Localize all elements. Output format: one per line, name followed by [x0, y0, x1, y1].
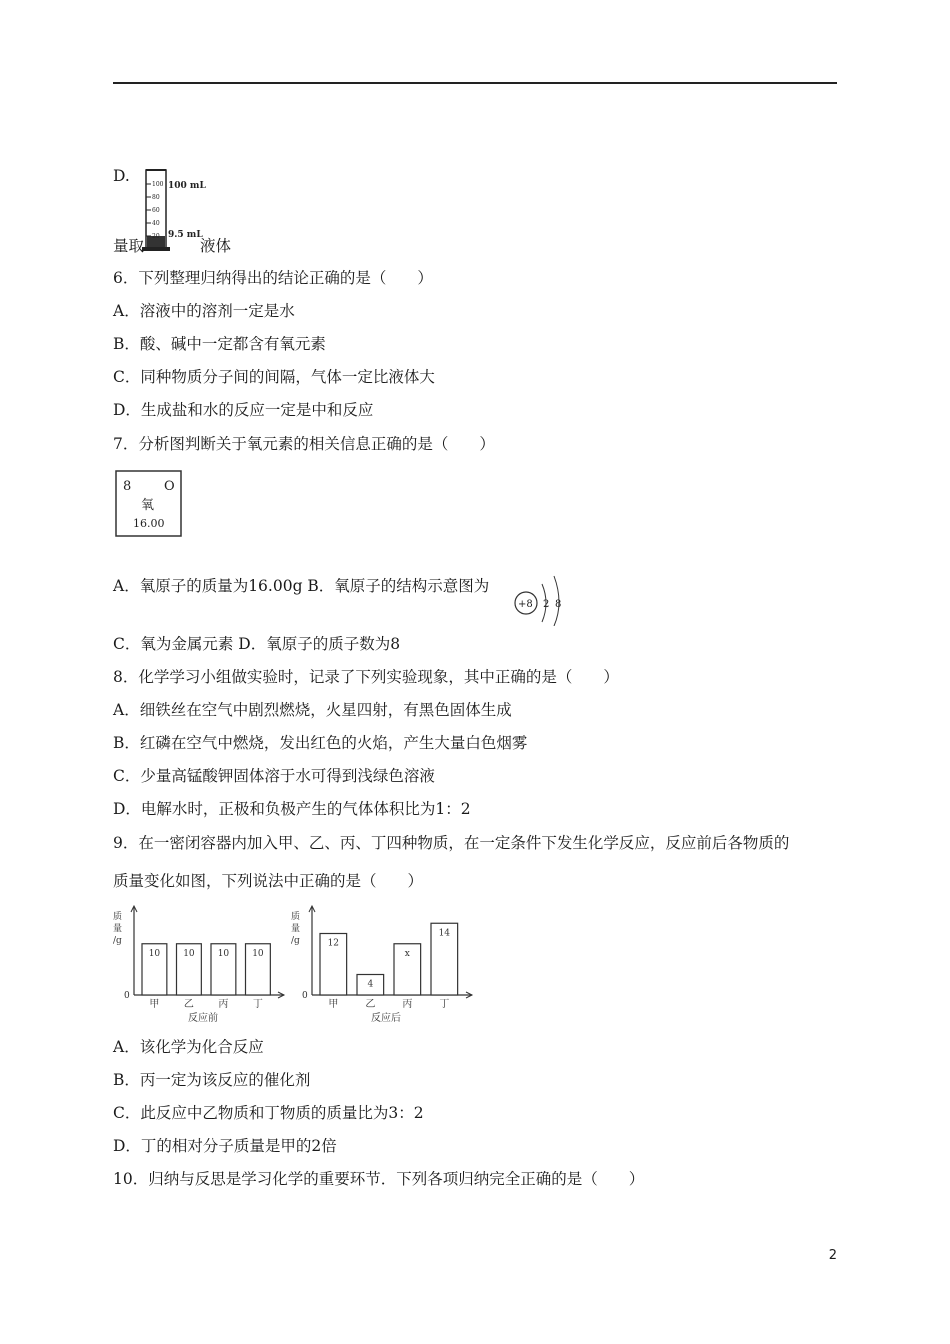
q5-option-d-text-left: 量取 — [113, 237, 145, 255]
page-number: 2 — [828, 1248, 837, 1263]
after-chart-bar-label-1: 12 — [327, 938, 340, 949]
element-atomic-number: 8 — [123, 479, 132, 494]
cylinder-mark-60: 60 — [152, 207, 160, 214]
q9-option-b: B．丙一定为该反应的催化剂 — [113, 1071, 311, 1089]
q8-option-b: B．红磷在空气中燃烧，发出红色的火焰，产生大量白色烟雾 — [113, 734, 528, 752]
q7-stem: 7．分析图判断关于氧元素的相关信息正确的是（ ） — [113, 435, 495, 453]
q9-option-c: C．此反应中乙物质和丁物质的质量比为3：2 — [113, 1104, 424, 1122]
cylinder-mark-20: 20 — [152, 233, 160, 240]
header-rule — [113, 82, 837, 84]
oxygen-atom-structure-diagram — [510, 570, 566, 626]
q6-option-a: A．溶液中的溶剂一定是水 — [113, 302, 295, 320]
before-chart-bar-label-2: 10 — [183, 948, 195, 959]
after-chart-bar-label-4: 14 — [438, 928, 451, 939]
q9-option-d: D．丁的相对分子质量是甲的2倍 — [113, 1137, 337, 1155]
before-chart-category-3: 丙 — [218, 999, 229, 1010]
q8-option-c: C．少量高锰酸钾固体溶于水可得到浅绿色溶液 — [113, 767, 435, 785]
q9-stem-line-1: 9．在一密闭容器内加入甲、乙、丙、丁四种物质，在一定条件下发生化学反应，反应前后各物质的 — [113, 834, 790, 852]
element-cell-oxygen — [115, 470, 183, 538]
before-chart-origin-label: 0 — [124, 991, 130, 1001]
before-chart-category-2: 乙 — [183, 999, 194, 1010]
cylinder-base — [142, 247, 170, 251]
after-chart-category-2: 乙 — [365, 999, 376, 1010]
before-chart-bar-label-3: 10 — [217, 948, 230, 959]
before-chart-category-1: 甲 — [149, 999, 160, 1010]
after-chart-bar-label-2: 4 — [367, 979, 374, 990]
bar-chart-after-reaction — [290, 905, 480, 1025]
atom-shell-1-electrons: 2 — [543, 599, 550, 610]
q5-option-d-text-right: 液体 — [200, 237, 232, 255]
q5-option-d-label: D. — [113, 167, 130, 185]
bar-chart-before-reaction — [112, 905, 287, 1025]
before-chart-bar-label-1: 10 — [148, 948, 161, 959]
cylinder-mark-40: 40 — [152, 220, 160, 227]
after-chart-title: 反应后 — [371, 1013, 401, 1024]
q6-option-d: D．生成盐和水的反应一定是中和反应 — [113, 401, 374, 419]
q9-stem-line-2: 质量变化如图，下列说法中正确的是（ ） — [113, 872, 424, 890]
element-name: 氧 — [141, 498, 155, 513]
q8-option-a: A．细铁丝在空气中剧烈燃烧，火星四射，有黑色固体生成 — [113, 701, 512, 719]
q10-stem: 10．归纳与反思是学习化学的重要环节．下列各项归纳完全正确的是（ ） — [113, 1170, 645, 1188]
q7-options-cd: C．氧为金属元素 D．氧原子的质子数为8 — [113, 635, 401, 653]
after-chart-category-4: 丁 — [439, 999, 450, 1010]
before-chart-title: 反应前 — [188, 1013, 218, 1024]
after-chart-bar-label-3: x — [404, 948, 410, 959]
before-chart-bar-label-4: 10 — [252, 948, 264, 959]
cylinder-mark-100: 100 — [152, 181, 164, 188]
q8-stem: 8．化学学习小组做实验时，记录了下列实验现象，其中正确的是（ ） — [113, 668, 619, 686]
q6-option-b: B．酸、碱中一定都含有氧元素 — [113, 335, 326, 353]
cylinder-mark-80: 80 — [152, 194, 160, 201]
after-chart-category-3: 丙 — [402, 999, 413, 1010]
element-atomic-mass: 16.00 — [133, 517, 165, 530]
q6-stem: 6．下列整理归纳得出的结论正确的是（ ） — [113, 269, 433, 287]
element-symbol: O — [164, 479, 175, 494]
q9-option-a: A．该化学为化合反应 — [113, 1038, 264, 1056]
after-chart-origin-label: 0 — [302, 991, 308, 1001]
after-chart-category-1: 甲 — [328, 999, 339, 1010]
atom-nucleus-charge: +8 — [518, 599, 533, 610]
q7-options-ab: A．氧原子的质量为16.00g B．氧原子的结构示意图为 — [113, 577, 490, 595]
q8-option-d: D．电解水时，正极和负极产生的气体体积比为1：2 — [113, 800, 471, 818]
q6-option-c: C．同种物质分子间的间隔，气体一定比液体大 — [113, 368, 435, 386]
after-chart-y-axis-label: 质量/g — [291, 912, 301, 946]
cylinder-reading-label: 9.5 mL — [168, 230, 203, 240]
atom-shell-2-electrons: 8 — [555, 599, 562, 610]
before-chart-y-axis-label: 质量/g — [113, 912, 123, 946]
cylinder-top-label: 100 mL — [168, 181, 206, 191]
before-chart-category-4: 丁 — [252, 999, 263, 1010]
